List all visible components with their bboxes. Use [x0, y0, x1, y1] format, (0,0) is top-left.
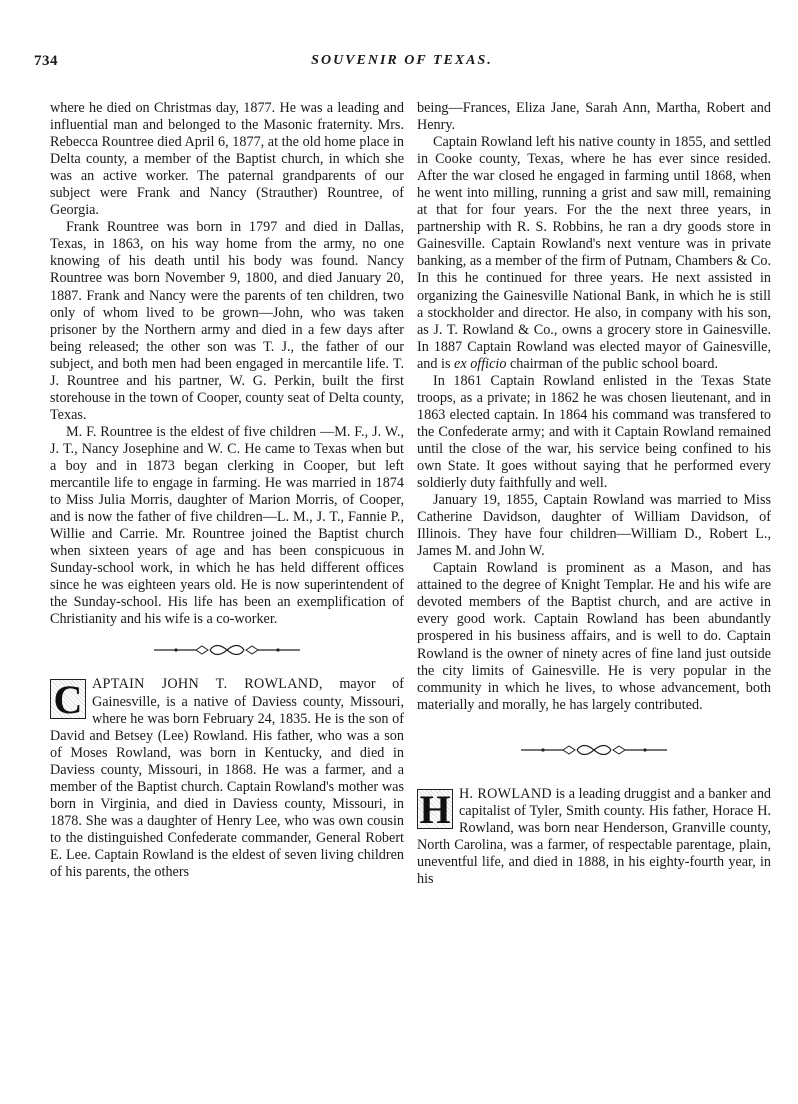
- paragraph: Frank Rountree was born in 1797 and died in Dallas, Texas, in 1863, on his way home from the army, no one knowing of his death until his body was found. Nancy Rountree was born November 9, 1800, and died January 20, 1887. Frank and Nancy were the parents of ten children, two only of whom lived to be grown—John, who was taken prisoner by the Northern army and died in a few days after being released; the other son was T. J., the father of our subject, and both men had been engaged in mercantile life. T. J. Rountree and his partner, W. G. Perkin, built the first storehouse in the town of Cooper, county seat of Delta county, Texas.: [50, 219, 404, 423]
- running-title: SOUVENIR OF TEXAS.: [311, 53, 493, 68]
- paragraph: Captain Rowland is prominent as a Mason, and has attained to the degree of Knight Templar. He and his wife are devoted members of the Baptist church, and are active in every good work. Captain Rowland has been abundantly prospered in his business affairs, and is well to do. Captain Rowland is the owner of ninety acres of fine land just outside the city limits of Gainesville. He is very popular in the community in which he lives, to whose advancement, both materially and morally, he has largely contributed.: [417, 560, 771, 713]
- paragraph: In 1861 Captain Rowland enlisted in the Texas State troops, as a private; in 1862 he was chosen lieutenant, and in 1863 elected captain. In 1864 his command was transfered to the Confederate army; and with it Captain Rowland remained until the close of the war, his service being confined to his own State. It goes without saying that he performed every soldierly duty faithfully and well.: [417, 372, 771, 492]
- paragraph: H H. ROWLAND is a leading druggist and a banker and capitalist of Tyler, Smith county. His father, Horace H. Rowland, was born near Henderson, Granville county, North Carolina, was a farmer, of respectable parentage, plain, uneventful life, and died in 1888, in his eighty-fourth year, in his: [417, 785, 772, 887]
- lead-words: H. ROWLAND: [459, 785, 552, 802]
- drop-cap: C: [50, 679, 86, 719]
- right-column: [417, 100, 771, 888]
- paragraph: January 19, 1855, Captain Rowland was married to Miss Catherine Davidson, daughter of William Davidson, of Illinois. They have four children—William D., Robert L., James M. and John W.: [417, 492, 771, 560]
- paragraph: Captain Rowland left his native county in 1855, and settled in Cooke county, Texas, where he has ever since resided. After the war closed he engaged in farming until 1868, when he went into milling, running a grist and saw mill, remaining at that for four years. For the the next three years, in partnership with R. S. Robbins, he ran a dry goods store in Gainesville. Captain Rowland's next venture was in private banking, as a member of the firm of Putnam, Chambers & Co. In this he continued for three years. He next assisted in organizing the Gainesville National Bank, in which he is still a stockholder and director. He also, in company with his son, as J. T. Rowland & Co., owns a grocery store in Gainesville. In 1887 Captain Rowland was elected mayor of Gainesville, and is ex officio chairman of the public school board.: [417, 134, 771, 372]
- paragraph: C APTAIN JOHN T. ROWLAND, mayor of Gainesville, is a native of Daviess county, Missouri, where he was born February 24, 1835. He is the son of David and Betsey (Lee) Rowland. His father, who was a son of Moses Rowland, was born in Kentucky, and died in Daviess county, Missouri, in 1868. He was a farmer, and a member of the Baptist church. Captain Rowland's mother was born in Virginia, and died in Daviess county, Missouri, in 1878. She was a daughter of Henry Lee, who was own cousin to the distinguished Confederate commander, General Robert E. Lee. Captain Rowland is the eldest of seven living children of his parents, the others: [50, 676, 404, 880]
- ornament-divider: [519, 744, 669, 756]
- lead-words: APTAIN JOHN T. ROWLAND,: [92, 676, 323, 693]
- paragraph: where he died on Christmas day, 1877. He was a leading and influential man and belonged to the Masonic fraternity. Mrs. Rebecca Rountree died April 6, 1877, at the old home place in Delta county, a member of the Baptist church, in which she was an active worker. The paternal grandparents of our subject were Frank and Nancy (Strauther) Rountree, of Georgia.: [50, 100, 404, 219]
- page-number: 734: [34, 53, 58, 69]
- drop-cap: H: [417, 789, 453, 829]
- ornament-divider: [152, 644, 302, 656]
- paragraph: being—Frances, Eliza Jane, Sarah Ann, Martha, Robert and Henry.: [417, 100, 771, 134]
- left-column: [50, 100, 404, 881]
- page-header: [34, 53, 770, 75]
- paragraph: M. F. Rountree is the eldest of five children —M. F., J. W., J. T., Nancy Josephine and W. C. He came to Texas when but a boy and in 1873 began clerking in Cooper, but left mercantile life to engage in farming. He was married in 1874 to Miss Julia Morris, daughter of Marion Morris, of Cooper, and is now the father of five children—L. M., J. T., Fannie P., Willie and Carrie. Mr. Rountree joined the Baptist church when sixteen years of age and has been conspicuous in Sunday-school work, in which he has held different offices since he was eighteen years old. He is now superintendent of the Sunday-school. His life has been an exemplification of Christianity and his wife is a co-worker.: [50, 423, 404, 628]
